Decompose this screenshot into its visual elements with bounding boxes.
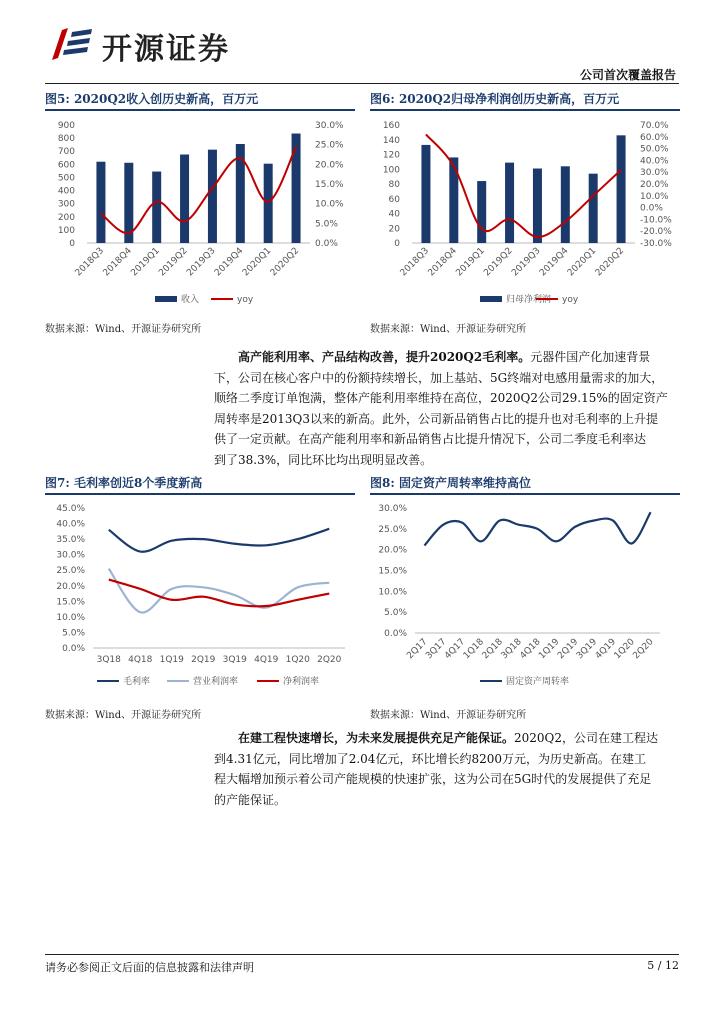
right-axis-tick: -20.0% bbox=[640, 227, 672, 238]
report-type: 公司首次覆盖报告 bbox=[579, 68, 676, 82]
category-label: 1Q19 bbox=[537, 637, 562, 662]
figure-5-chart bbox=[45, 113, 355, 313]
y-axis-tick: 30.0% bbox=[56, 550, 85, 561]
right-axis-tick: 30.0% bbox=[640, 168, 669, 179]
y-axis-tick: 25.0% bbox=[378, 524, 407, 535]
category-label: 2019Q2 bbox=[157, 246, 190, 279]
legend-bar-swatch bbox=[155, 296, 177, 302]
y-axis-tick: 35.0% bbox=[56, 535, 85, 546]
left-axis-tick: 900 bbox=[57, 121, 75, 131]
figure-6-rule bbox=[370, 109, 680, 111]
category-label: 2018Q3 bbox=[398, 246, 432, 279]
left-axis-tick: 700 bbox=[57, 147, 75, 158]
category-label: 2Q17 bbox=[405, 637, 430, 662]
figure-6-source: 数据来源：Wind、开源证券研究所 bbox=[370, 324, 527, 335]
right-axis-tick: 10.0% bbox=[315, 199, 344, 210]
category-label: 3Q19 bbox=[574, 637, 600, 662]
legend-bar-label: 归母净利润 bbox=[506, 295, 552, 305]
header-rule bbox=[45, 83, 679, 84]
y-axis-tick: 0.0% bbox=[62, 644, 85, 654]
left-axis-tick: 500 bbox=[57, 173, 75, 184]
left-axis-tick: 100 bbox=[57, 225, 75, 236]
series-line bbox=[109, 569, 330, 613]
left-axis-tick: 20 bbox=[388, 224, 400, 235]
paragraph-2-heading: 在建工程快速增长，为未来发展提供充足产能保证。 bbox=[238, 731, 515, 745]
bar bbox=[505, 163, 514, 243]
y-axis-tick: 20.0% bbox=[378, 545, 407, 556]
y-axis-tick: 45.0% bbox=[56, 504, 85, 514]
category-label: 2020Q2 bbox=[268, 246, 302, 279]
category-label: 2019Q4 bbox=[213, 246, 246, 279]
bar bbox=[477, 181, 486, 243]
left-axis-tick: 120 bbox=[382, 150, 400, 161]
bar bbox=[421, 145, 430, 243]
category-label: 2Q19 bbox=[191, 655, 216, 665]
left-axis-tick: 400 bbox=[57, 186, 75, 197]
legend-label: 毛利率 bbox=[123, 677, 151, 687]
right-axis-tick: 30.0% bbox=[315, 121, 344, 131]
category-label: 3Q17 bbox=[424, 637, 449, 662]
y-axis-tick: 10.0% bbox=[56, 612, 85, 623]
y-axis-tick: 15.0% bbox=[378, 566, 407, 577]
footer-disclaimer: 请务必参阅正文后面的信息披露和法律声明 bbox=[45, 961, 254, 974]
brand-name: 开源证券 bbox=[102, 32, 230, 67]
right-axis-tick: 60.0% bbox=[640, 132, 669, 143]
category-label: 2020Q2 bbox=[593, 246, 627, 279]
category-label: 2Q20 bbox=[631, 637, 656, 662]
bar bbox=[617, 135, 626, 243]
page-number: 5 / 12 bbox=[647, 959, 679, 972]
series-line bbox=[109, 529, 330, 552]
figure-7-chart bbox=[45, 498, 355, 698]
right-axis-tick: 20.0% bbox=[315, 160, 344, 171]
legend-bar-swatch bbox=[480, 296, 502, 302]
category-label: 4Q19 bbox=[254, 655, 279, 665]
category-label: 2019Q3 bbox=[510, 246, 543, 279]
figure-6-title: 图6: 2020Q2归母净利润创历史新高，百万元 bbox=[370, 92, 620, 106]
figure-7-source: 数据来源：Wind、开源证券研究所 bbox=[45, 710, 202, 721]
category-label: 2018Q4 bbox=[426, 246, 459, 279]
bar bbox=[96, 162, 105, 243]
figure-7-rule bbox=[45, 493, 355, 495]
right-axis-tick: 25.0% bbox=[315, 140, 344, 151]
category-label: 3Q18 bbox=[96, 655, 121, 665]
bar bbox=[180, 155, 189, 244]
left-axis-tick: 800 bbox=[57, 134, 75, 145]
category-label: 2020Q1 bbox=[240, 246, 274, 279]
figure-7-title: 图7: 毛利率创近8个季度新高 bbox=[45, 476, 203, 490]
logo-icon bbox=[48, 24, 98, 64]
left-axis-tick: 300 bbox=[57, 199, 75, 210]
category-label: 3Q18 bbox=[499, 637, 524, 662]
category-label: 2019Q4 bbox=[538, 246, 571, 279]
category-label: 4Q18 bbox=[518, 637, 543, 662]
category-label: 4Q19 bbox=[593, 637, 619, 662]
legend-label: 固定资产周转率 bbox=[506, 677, 570, 687]
y-axis-tick: 15.0% bbox=[56, 597, 85, 608]
category-label: 2018Q3 bbox=[73, 246, 107, 279]
bar bbox=[152, 172, 161, 243]
figure-8-source: 数据来源：Wind、开源证券研究所 bbox=[370, 710, 527, 721]
left-axis-tick: 0 bbox=[394, 239, 400, 249]
figure-8-chart bbox=[370, 498, 680, 698]
bar bbox=[208, 150, 217, 243]
figure-5-title: 图5: 2020Q2收入创历史新高，百万元 bbox=[45, 92, 259, 106]
right-axis-tick: 50.0% bbox=[640, 144, 669, 155]
bar bbox=[589, 174, 598, 243]
legend-line-label: yoy bbox=[237, 295, 254, 305]
right-axis-tick: -30.0% bbox=[640, 239, 672, 249]
left-axis-tick: 200 bbox=[57, 212, 75, 223]
bar bbox=[561, 166, 570, 243]
bar bbox=[533, 169, 542, 243]
y-axis-tick: 0.0% bbox=[384, 629, 407, 639]
category-label: 1Q20 bbox=[285, 655, 310, 665]
right-axis-tick: -10.0% bbox=[640, 215, 672, 226]
category-label: 2019Q1 bbox=[454, 246, 487, 279]
paragraph-gross-margin: 高产能利用率、产品结构改善，提升2020Q2毛利率。元器件国产化加速背景 下，公司在核心客户中的份额持续增长，加上基站、5G终端对电感用量需求的加大， 顺络二季度订单饱满，整体产能利用率维持在高位，2020Q2公司29.15%的固定资产 周转率是2013Q3以来的新高。此外，公司新品销售占比的提升也对毛利率的上升提 供了一定贡献。在高产能利用率和新品销售占比提升情况下，公司二季度毛利率达 到了38.3%，同比环比均出现明显改善。 bbox=[214, 350, 668, 467]
legend-bar-label: 收入 bbox=[181, 295, 200, 305]
left-axis-tick: 60 bbox=[388, 194, 400, 205]
footer-rule bbox=[45, 954, 679, 955]
y-axis-tick: 40.0% bbox=[56, 519, 85, 530]
figure-8-rule bbox=[370, 493, 680, 495]
brand-logo bbox=[48, 24, 98, 64]
category-label: 2019Q2 bbox=[482, 246, 515, 279]
figure-5-rule bbox=[45, 109, 355, 111]
right-axis-tick: 0.0% bbox=[640, 203, 663, 214]
category-label: 2020Q1 bbox=[565, 246, 599, 279]
category-label: 4Q17 bbox=[443, 637, 468, 662]
series-line bbox=[109, 580, 330, 607]
left-axis-tick: 160 bbox=[382, 121, 400, 131]
category-label: 3Q19 bbox=[222, 655, 247, 665]
figure-8-title: 图8: 固定资产周转率维持高位 bbox=[370, 476, 531, 490]
category-label: 2Q20 bbox=[317, 655, 342, 665]
category-label: 2Q19 bbox=[556, 637, 581, 662]
left-axis-tick: 140 bbox=[382, 135, 400, 146]
right-axis-tick: 40.0% bbox=[640, 156, 669, 167]
left-axis-tick: 600 bbox=[57, 160, 75, 171]
category-label: 4Q18 bbox=[128, 655, 153, 665]
left-axis-tick: 40 bbox=[388, 209, 400, 220]
legend-line-label: yoy bbox=[562, 295, 579, 305]
y-axis-tick: 30.0% bbox=[378, 504, 407, 514]
y-axis-tick: 20.0% bbox=[56, 581, 85, 592]
right-axis-tick: 15.0% bbox=[315, 180, 344, 190]
category-label: 1Q18 bbox=[461, 637, 487, 662]
right-axis-tick: 0.0% bbox=[315, 239, 338, 249]
left-axis-tick: 0 bbox=[69, 239, 75, 249]
bar bbox=[264, 164, 273, 243]
category-label: 2019Q3 bbox=[185, 246, 218, 279]
category-label: 1Q20 bbox=[612, 637, 637, 662]
bar bbox=[292, 134, 301, 243]
figure-5-source: 数据来源：Wind、开源证券研究所 bbox=[45, 324, 202, 335]
category-label: 2018Q4 bbox=[101, 246, 134, 279]
paragraph-construction: 在建工程快速增长，为未来发展提供充足产能保证。2020Q2，公司在建工程达 到4.31亿元，同比增加了2.04亿元，环比增长约8200万元，为历史新高。在建工 程大幅增加预示着公司产能规模的快速扩张，这为公司在5G时代的发展提供了充足 的产能保证。 bbox=[214, 731, 659, 807]
series-line bbox=[424, 512, 650, 545]
right-axis-tick: 20.0% bbox=[640, 180, 669, 190]
category-label: 1Q19 bbox=[159, 655, 184, 665]
category-label: 2Q18 bbox=[480, 637, 505, 662]
right-axis-tick: 10.0% bbox=[640, 191, 669, 202]
category-label: 2019Q1 bbox=[129, 246, 162, 279]
y-axis-tick: 25.0% bbox=[56, 566, 85, 577]
paragraph-1-heading: 高产能利用率、产品结构改善，提升2020Q2毛利率。 bbox=[238, 350, 531, 364]
legend-label: 净利润率 bbox=[283, 677, 320, 687]
y-axis-tick: 10.0% bbox=[378, 587, 407, 598]
left-axis-tick: 80 bbox=[388, 180, 400, 190]
right-axis-tick: 5.0% bbox=[315, 219, 338, 230]
y-axis-tick: 5.0% bbox=[62, 628, 85, 639]
y-axis-tick: 5.0% bbox=[384, 608, 407, 619]
left-axis-tick: 100 bbox=[382, 165, 400, 176]
right-axis-tick: 70.0% bbox=[640, 121, 669, 131]
legend-label: 营业利润率 bbox=[193, 677, 239, 687]
figure-6-chart bbox=[370, 113, 680, 313]
